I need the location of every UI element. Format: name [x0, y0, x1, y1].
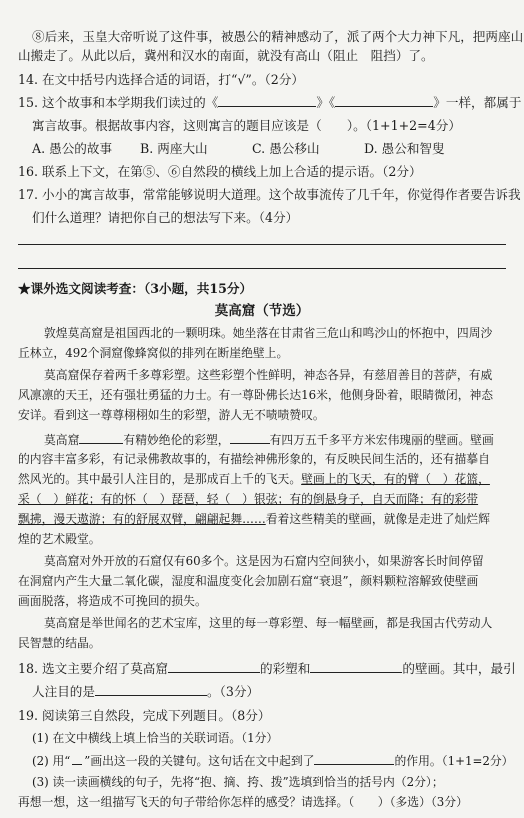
- article-p2-line-1: 莫高窟保存着两千多尊彩塑。这些彩塑个性鲜明，神态各异，有慈眉善目的菩萨，有威: [44, 368, 493, 382]
- paragraph-8-line-1: ⑧后来，玉皇大帝听说了这件事，被愚公的精神感动了，派了两个大力神下凡，把两座山: [32, 29, 524, 44]
- question-16: 16. 联系上下文，在第⑤、⑥自然段的横线上加上合适的提示语。（2分）: [18, 164, 422, 179]
- article-p4-line-1: 莫高窟对外开放的石窟仅有60多个。这是因为石窟内空间狭小，如果游客长时间停留: [44, 554, 484, 568]
- question-17-line-2: 们什么道理？请把你自己的想法写下来。（4分）: [32, 210, 299, 225]
- question-14: 14. 在文中括号内选择合适的词语，打“√”。（2分）: [18, 72, 304, 87]
- article-p3-line-3: 然风光的。其中最引人注目的，是那成百上千的飞天。壁画上的飞天，有的臂（ ）花篮，: [18, 472, 490, 486]
- option-c[interactable]: C. 愚公移山: [252, 141, 320, 156]
- article-p3-line-5: 飘拂，漫天遨游；有的舒展双臂，翩翩起舞……看着这些精美的壁画，就像是走进了灿烂辉: [18, 512, 490, 526]
- question-19-part-3-line-1: (3) 读一读画横线的句子，先将“抱、摘、挎、拨”选填到恰当的括号内（2分）；: [32, 775, 444, 789]
- article-p4-line-3: 画面脱落，将造成不可挽回的损失。: [18, 594, 207, 608]
- article-p3-line-6: 煌的艺术殿堂。: [18, 532, 101, 546]
- answer-line[interactable]: [18, 268, 506, 269]
- article-p1-line-2: 丘林立，492个洞窟像蜂窝似的排列在断崖绝壁上。: [18, 346, 289, 360]
- article-p2-line-3: 安详。看到这一尊尊栩栩如生的彩塑，游人无不啧啧赞叹。: [18, 408, 325, 422]
- article-p3-line-2: 的内容丰富多彩，有记录佛教故事的，有描绘神佛形象的，有反映民间生活的，还有描摹自: [18, 452, 490, 466]
- answer-blank[interactable]: [314, 752, 394, 765]
- paragraph-8-line-2: 山搬走了。从此以后，冀州和汉水的南面，就没有高山（阻止 阻挡）了。: [18, 48, 434, 63]
- article-p2-line-2: 风凛凛的天王，还有强壮勇猛的力士。有一尊卧佛长达16米，他侧身卧着，眼睛微闭，神态: [18, 388, 494, 402]
- question-15-line-2: 寓言故事。根据故事内容，这则寓言的题目应该是（ ）。（1+1+2=4分）: [32, 118, 461, 133]
- article-p5-line-1: 莫高窟是举世闻名的艺术宝库，这里的每一尊彩塑、每一幅壁画，都是我国古代劳动人: [44, 616, 493, 630]
- article-p1-line-1: 敦煌莫高窟是祖国西北的一颗明珠。她坐落在甘肃省三危山和鸣沙山的怀抱中，四周沙: [44, 326, 493, 340]
- conjunction-blank[interactable]: [230, 431, 270, 444]
- article-title: 莫高窟（节选）: [214, 303, 310, 319]
- question-19-part-3-line-2: 再想一想，这一组描写飞天的句子带给你怎样的感受？请选择。（ ）（多选）（3分）: [18, 795, 468, 809]
- answer-line[interactable]: [18, 244, 506, 245]
- article-p5-line-2: 民智慧的结晶。: [18, 636, 101, 650]
- question-19-part-2: (2) 用“ ”画出这一段的关键句。这句话在文中起到了 的作用。（1+1=2分）: [32, 754, 514, 768]
- section-heading: ★课外选文阅读考查：（3小题，共15分）: [18, 281, 253, 296]
- article-p3-line-1: 莫高窟 有精妙绝伦的彩塑， 有四万五千多平方米宏伟瑰丽的壁画。壁画: [44, 433, 494, 447]
- answer-blank[interactable]: [218, 94, 316, 107]
- question-18-line-1: 18. 选文主要介绍了莫高窟 的彩塑和 的壁画。其中，最引: [18, 661, 516, 676]
- question-17-line-1: 17. 小小的寓言故事，常常能够说明大道理。这个故事流传了几千年，你觉得作者要告诉我: [18, 187, 521, 202]
- question-15-options: [0, 140, 524, 157]
- option-b[interactable]: B. 两座大山: [140, 141, 208, 156]
- question-18-line-2: 人注目的是 。（3分）: [32, 684, 260, 699]
- option-a[interactable]: A. 愚公的故事: [32, 141, 113, 156]
- answer-blank[interactable]: [335, 94, 433, 107]
- conjunction-blank[interactable]: [79, 431, 123, 444]
- question-15-line-1: 15. 这个故事和本学期我们读过的《 》《 》一样，都属于: [18, 95, 522, 110]
- answer-blank[interactable]: [95, 683, 207, 696]
- answer-blank[interactable]: [168, 660, 260, 673]
- answer-blank[interactable]: [310, 660, 402, 673]
- underline-mark-icon: [72, 754, 82, 765]
- option-d[interactable]: D. 愚公和智叟: [364, 141, 445, 156]
- article-p3-line-4: 采（ ）鲜花；有的怀（ ）琵琶，轻（ ）银弦；有的倒悬身子，自天而降；有的彩带: [18, 492, 479, 506]
- question-19: 19. 阅读第三自然段，完成下列题目。（8分）: [18, 708, 271, 723]
- article-p4-line-2: 在洞窟内产生大量二氧化碳，湿度和温度变化会加剧石窟“衰退”，颜料颗粒溶解致使壁画: [18, 574, 479, 588]
- question-19-part-1: (1) 在文中横线上填上恰当的关联词语。（1分）: [32, 731, 279, 745]
